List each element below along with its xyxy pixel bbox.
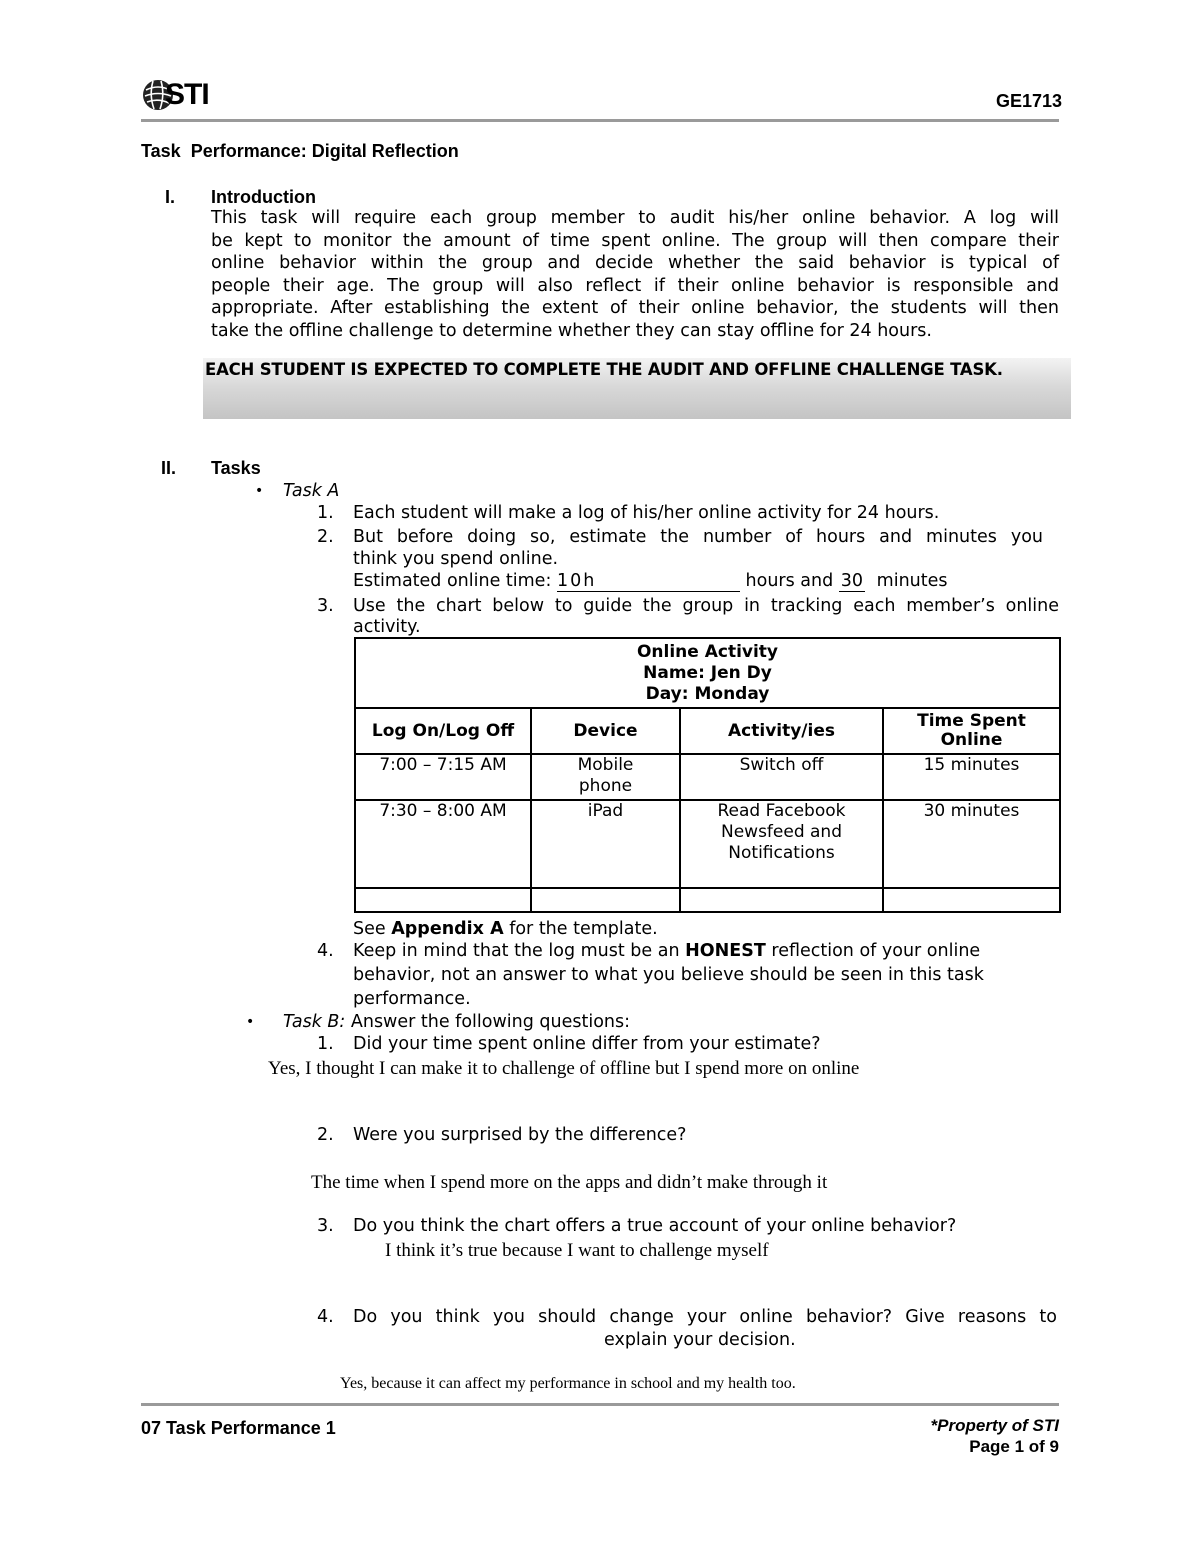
estimate-line [353,570,948,593]
task-a-label: Task A [283,481,340,501]
column-header: Activity/ies [680,708,883,754]
answer-1: Yes, I thought I can make it to challenge of offline but I spend more on online [268,1058,860,1079]
intro-line: people their age. The group will also reflect if their online behavior is responsible and [211,275,1059,296]
intro-line: This task will require each group member to audit his/her online behavior. A log will [211,208,1059,228]
intro-line: online behavior within the group and decide whether the said behavior is typical of [211,253,1059,273]
table-header-row [355,708,1060,754]
list-number: 2. [317,1125,334,1145]
answer-2: The time when I spend more on the apps and didn’t make through it [311,1172,828,1193]
task-a-item1: Each student will make a log of his/her online activity for 24 hours. [353,503,940,523]
bullet-icon: • [255,483,264,499]
table-cell [355,888,531,912]
answer-4: Yes, because it can affect my performance in school and my health too. [340,1375,796,1392]
bullet-icon: • [246,1014,255,1030]
section1-heading: Introduction [211,187,316,207]
task-a-item4-line1 [353,940,980,963]
list-number: 3. [317,1216,334,1236]
task-a-item3-line2: activity. [353,617,421,637]
header-rule [141,119,1059,122]
table-row [355,754,1060,800]
item4-post: reflection of your online [771,941,981,961]
see-suffix: for the template. [509,919,658,939]
answer-3: I think it’s true because I want to challenge myself [385,1240,769,1261]
sti-logo [141,78,221,114]
estimate-minutes-value: 30 [840,571,864,591]
question-1: Did your time spent online differ from your estimate? [353,1034,821,1054]
table-cell [531,888,680,912]
question-4-line1: Do you think you should change your online behavior? Give reasons to [353,1307,1057,1327]
footer-rule [141,1403,1059,1406]
section2-heading: Tasks [211,458,261,478]
table-cell: 7:30 – 8:00 AM [355,800,531,888]
list-number: 2. [317,527,334,547]
table-title-row [355,638,1060,708]
task-a-item2-line2: think you spend online. [353,549,559,569]
table-cell: 30 minutes [883,800,1060,888]
table-title-cell [355,638,1060,708]
hours-word: hours and [745,571,834,591]
table-cell: Read Facebook Newsfeed and Notifications [680,800,883,888]
see-prefix: See [353,919,386,939]
table-row [355,800,1060,888]
column-header: Time Spent Online [883,708,1060,754]
task-a-item4-line2: behavior, not an answer to what you believe should be seen in this task [353,965,984,985]
estimate-hours-value: 10h [557,572,740,592]
table-cell: 15 minutes [883,754,1060,800]
appendix-note [353,918,658,941]
table-cell [883,888,1060,912]
list-number: 4. [317,941,334,961]
minutes-word: minutes [876,571,948,591]
introduction-paragraph [211,207,1059,342]
estimate-label: Estimated online time: [353,571,552,591]
list-number: 3. [317,596,334,616]
logo-text: STI [165,78,209,111]
table-row [355,888,1060,912]
page-title: Task Performance: Digital Reflection [141,141,459,161]
question-4-line2: explain your decision. [604,1330,796,1350]
task-a-item2-line1: But before doing so, estimate the number of hours and minutes you [353,527,1043,547]
list-number: 1. [317,503,334,523]
task-b-intro: Answer the following questions: [350,1012,631,1032]
list-number: 4. [317,1307,334,1327]
task-b-label: Task B: [283,1012,346,1032]
table-title: Online Activity [636,641,779,662]
appendix-link-text: Appendix A [391,919,504,939]
intro-line: appropriate. After establishing the extent of their online behavior, the students will then [211,298,1059,318]
column-header: Device [531,708,680,754]
table-cell: Mobile phone [531,754,680,800]
intro-line: take the offline challenge to determine whether they can stay offline for 24 hours. [211,320,932,341]
question-2: Were you surprised by the difference? [353,1125,687,1145]
item4-pre: Keep in mind that the log must be an [353,941,680,961]
page-number: Page 1 of 9 [969,1437,1059,1456]
question-3: Do you think the chart offers a true account of your online behavior? [353,1216,957,1236]
table-name: Name: Jen Dy [643,662,772,683]
task-a-item3-line1: Use the chart below to guide the group in tracking each member’s online [353,596,1059,616]
task-a-item4-line3: performance. [353,989,471,1009]
section1-numeral: I. [165,187,176,207]
item4-bold: HONEST [685,941,766,961]
list-number: 1. [317,1034,334,1054]
intro-line: be kept to monitor the amount of time spent online. The group will then compare their [211,230,1059,251]
online-activity-table [354,637,1061,913]
course-code: GE1713 [996,91,1063,111]
table-cell [680,888,883,912]
footer-left: 07 Task Performance 1 [141,1418,336,1438]
table-cell: 7:00 – 7:15 AM [355,754,531,800]
notice-banner-text: EACH STUDENT IS EXPECTED TO COMPLETE THE AUDIT AND OFFLINE CHALLENGE TASK. [205,360,1003,379]
footer-property: *Property of STI [930,1416,1059,1435]
notice-banner [203,358,1071,419]
task-b-line [283,1011,630,1034]
section2-numeral: II. [161,458,177,478]
table-day: Day: Monday [645,683,770,704]
table-cell: Switch off [680,754,883,800]
column-header: Log On/Log Off [355,708,531,754]
table-cell: iPad [531,800,680,888]
